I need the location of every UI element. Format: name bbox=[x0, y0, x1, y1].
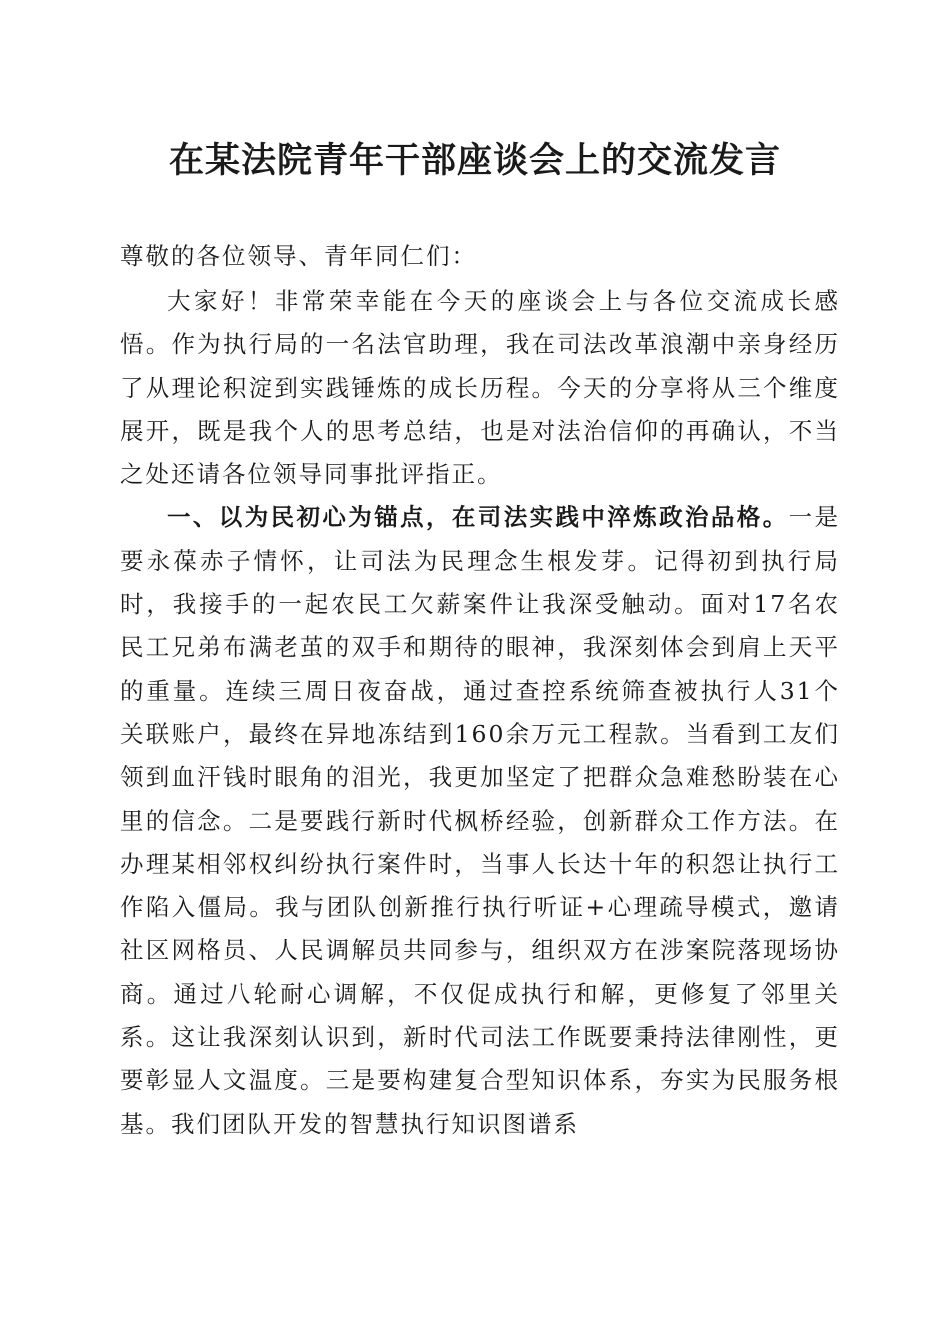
paragraph-intro bbox=[120, 280, 840, 496]
paragraph-section-one bbox=[120, 496, 840, 1145]
section-one-heading: 一、以为民初心为锚点，在司法实践中淬炼政治品格。 bbox=[167, 503, 789, 532]
paragraph-intro-text: 大家好！非常荣幸能在今天的座谈会上与各位交流成长感悟。作为执行局的一名法官助理，我在司法改革浪潮中亲身经历了从理论积淀到实践锤炼的成长历程。今天的分享将从三个维度展开，既是我个人的思考总结，也是对法治信仰的再确认，不当之处还请各位领导同事批评指正。 bbox=[120, 287, 840, 489]
paragraph-section-one-text: 一是要永葆赤子情怀，让司法为民理念生根发芽。记得初到执行局时，我接手的一起农民工欠薪案件让我深受触动。面对17名农民工兄弟布满老茧的双手和期待的眼神，我深刻体会到肩上天平的重量。连续三周日夜奋战，通过查控系统筛查被执行人31个关联账户，最终在异地冻结到160余万元工程款。当看到工友们领到血汗钱时眼角的泪光，我更加坚定了把群众急难愁盼装在心里的信念。二是要践行新时代枫桥经验，创新群众工作方法。在办理某相邻权纠纷执行案件时，当事人长达十年的积怨让执行工作陷入僵局。我与团队创新推行执行听证+心理疏导模式，邀请社区网格员、人民调解员共同参与，组织双方在涉案院落现场协商。通过八轮耐心调解，不仅促成执行和解，更修复了邻里关系。这让我深刻认识到，新时代司法工作既要秉持法律刚性，更要彰显人文温度。三是要构建复合型知识体系，夯实为民服务根基。我们团队开发的智慧执行知识图谱系 bbox=[120, 503, 841, 1138]
salutation: 尊敬的各位领导、青年同仁们： bbox=[120, 242, 477, 270]
document-title: 在某法院青年干部座谈会上的交流发言 bbox=[168, 140, 781, 181]
document-body bbox=[120, 280, 840, 1146]
